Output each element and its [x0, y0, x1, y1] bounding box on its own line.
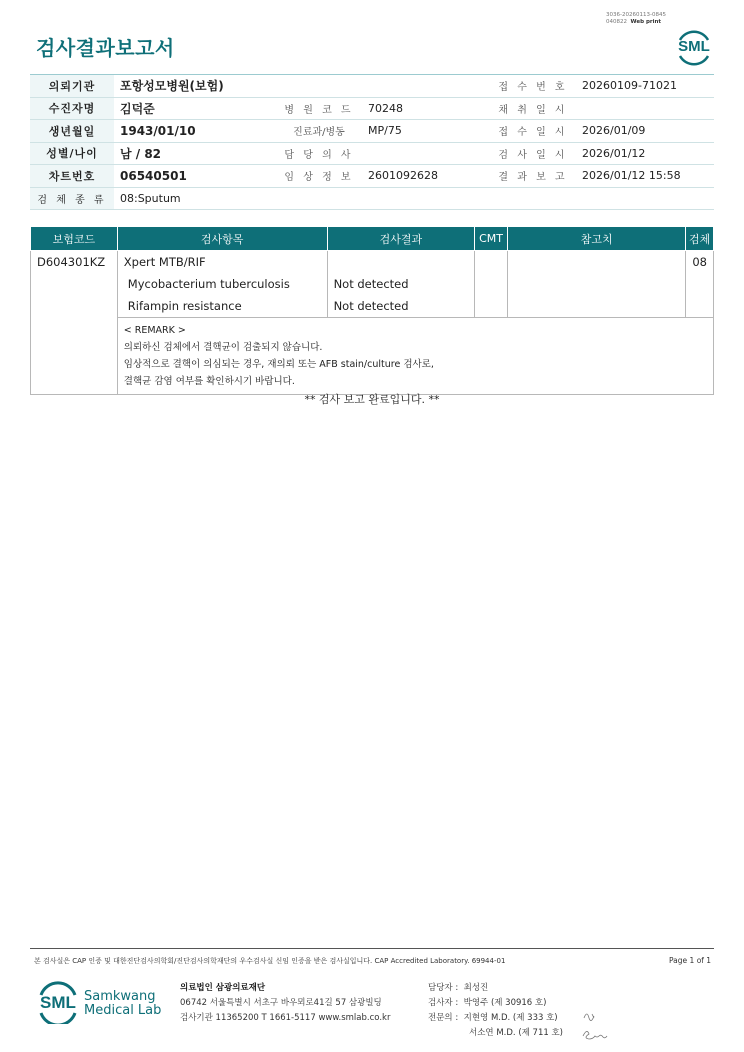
- specimen-value: 08:Sputum: [114, 187, 714, 210]
- requester-value: 포항성모병원(보험): [114, 75, 490, 98]
- print-codes: [606, 12, 666, 26]
- results-table: [30, 226, 714, 395]
- results-cell: [327, 251, 475, 318]
- brand-line2: Medical Lab: [84, 1003, 162, 1018]
- completion-note: ** 검사 보고 완료입니다. **: [304, 393, 440, 406]
- name-value: 김덕준: [114, 97, 276, 120]
- remark-row: [31, 318, 714, 395]
- remark-line: < REMARK >: [123, 325, 186, 336]
- info-row: [30, 120, 714, 143]
- receipt-date-value: 2026/01/09: [576, 120, 714, 143]
- specimen-label: 검 체 종 류: [30, 187, 114, 210]
- doctor-label: 담 당 의 사: [276, 142, 362, 165]
- receipt-no-label: 접 수 번 호: [490, 75, 576, 98]
- svg-text:SML: SML: [40, 993, 76, 1012]
- info-row: [30, 187, 714, 210]
- test-date-label: 검 사 일 시: [490, 142, 576, 165]
- col-test-item: 검사항목: [117, 227, 327, 251]
- staff-row: [428, 1011, 563, 1026]
- clinical-value: 2601092628: [362, 165, 490, 188]
- hospital-code-value: 70248: [362, 97, 490, 120]
- result-value-2: Not detected: [333, 299, 409, 313]
- sml-logo-icon: [674, 26, 714, 66]
- staff-row: [428, 1026, 563, 1041]
- result-item-2: Rifampin resistance: [127, 299, 242, 313]
- info-row: [30, 165, 714, 188]
- report-title: 검사결과보고서: [36, 36, 175, 60]
- test-date-value: 2026/01/12: [576, 142, 714, 165]
- insurance-code: D604301KZ: [37, 255, 106, 269]
- svg-text:SML: SML: [678, 38, 710, 55]
- staff-role: 검사자 :: [428, 998, 459, 1008]
- dob-label: 생년월일: [30, 120, 114, 143]
- print-label: Web print: [630, 19, 662, 25]
- receipt-date-label: 접 수 일 시: [490, 120, 576, 143]
- staff-role: 담당자 :: [428, 983, 459, 993]
- col-test-result: 검사결과: [327, 227, 475, 251]
- staff-role: 전문의 :: [428, 1013, 459, 1023]
- print-code-line2: 040822: [606, 19, 627, 25]
- staff-info: [428, 981, 563, 1041]
- specimen-cell: [686, 251, 714, 318]
- footer-brand: [84, 990, 161, 1018]
- receipt-no-value: 20260109-71021: [576, 75, 714, 98]
- staff-name: 최성진: [463, 983, 489, 993]
- staff-name: 박영주 (제 30916 호): [463, 998, 547, 1008]
- org-address: 06742 서울특별시 서초구 바우뫼로41길 57 삼광빌딩: [180, 998, 382, 1008]
- remark-cell: [117, 318, 713, 395]
- remark-block: [118, 318, 713, 394]
- requester-label: 의뢰기관: [30, 75, 114, 98]
- col-cmt: CMT: [475, 227, 508, 251]
- hospital-code-label: 병 원 코 드: [276, 97, 362, 120]
- patient-info-table: [30, 74, 714, 210]
- insurance-code-cell: [31, 251, 118, 395]
- table-row: [31, 251, 714, 318]
- remark-line: 의뢰하신 검체에서 결핵균이 검출되지 않습니다.: [123, 342, 323, 353]
- test-name: Xpert MTB/RIF: [123, 255, 206, 269]
- report-date-value: 2026/01/12 15:58: [576, 165, 714, 188]
- org-name: 의료법인 삼광의료재단: [180, 983, 266, 993]
- print-code-line1: 3036-20260113-0845: [606, 12, 666, 18]
- staff-name: 지현영 M.D. (제 333 호): [463, 1013, 558, 1023]
- dob-value: 1943/01/10: [114, 120, 276, 143]
- remark-line: 임상적으로 결핵이 의심되는 경우, 재의뢰 또는 AFB stain/culture 검사로,: [123, 359, 434, 370]
- collect-date-value: [576, 97, 714, 120]
- brand-line1: Samkwang: [84, 989, 156, 1004]
- remark-line: 결핵균 감염 여부를 확인하시기 바랍니다.: [123, 376, 295, 387]
- staff-row: [428, 981, 563, 996]
- report-date-label: 결 과 보 고: [490, 165, 576, 188]
- footer-divider: [30, 948, 714, 949]
- dept-value: MP/75: [362, 120, 490, 143]
- collect-date-label: 채 취 일 시: [490, 97, 576, 120]
- chart-value: 06540501: [114, 165, 276, 188]
- col-reference: 참고치: [507, 227, 685, 251]
- col-specimen: 검체: [686, 227, 714, 251]
- staff-row: [428, 996, 563, 1011]
- results-header: [31, 227, 714, 251]
- col-insurance-code: 보험코드: [31, 227, 118, 251]
- result-value-1: Not detected: [333, 277, 409, 291]
- result-item-1: Mycobacterium tuberculosis: [127, 277, 290, 291]
- test-items-cell: [117, 251, 327, 318]
- page-number: Page 1 of 1: [669, 956, 712, 965]
- specimen-no: 08: [692, 255, 707, 269]
- org-info: [180, 981, 390, 1026]
- doctor-value: [362, 142, 490, 165]
- cmt-cell: [475, 251, 508, 318]
- info-row: [30, 142, 714, 165]
- accreditation-note: 본 검사실은 CAP 인증 및 대한진단검사의학회/진단검사의학재단의 우수검사실 신임 인증을 받은 검사실입니다. CAP Accredited Laboratory. 69944-01: [34, 957, 506, 965]
- sml-footer-logo-icon: [36, 980, 80, 1024]
- chart-label: 차트번호: [30, 165, 114, 188]
- name-label: 수진자명: [30, 97, 114, 120]
- clinical-label: 임 상 정 보: [276, 165, 362, 188]
- info-row: [30, 97, 714, 120]
- signature-icon: [580, 1008, 610, 1042]
- reference-cell: [507, 251, 685, 318]
- org-contact: 검사기관 11365200 T 1661-5117 www.smlab.co.kr: [180, 1013, 391, 1023]
- info-row: [30, 75, 714, 98]
- sexage-value: 남 / 82: [114, 142, 276, 165]
- staff-name: 서소연 M.D. (제 711 호): [469, 1028, 564, 1038]
- dept-label: 진료과/병동: [276, 120, 362, 143]
- sexage-label: 성별/나이: [30, 142, 114, 165]
